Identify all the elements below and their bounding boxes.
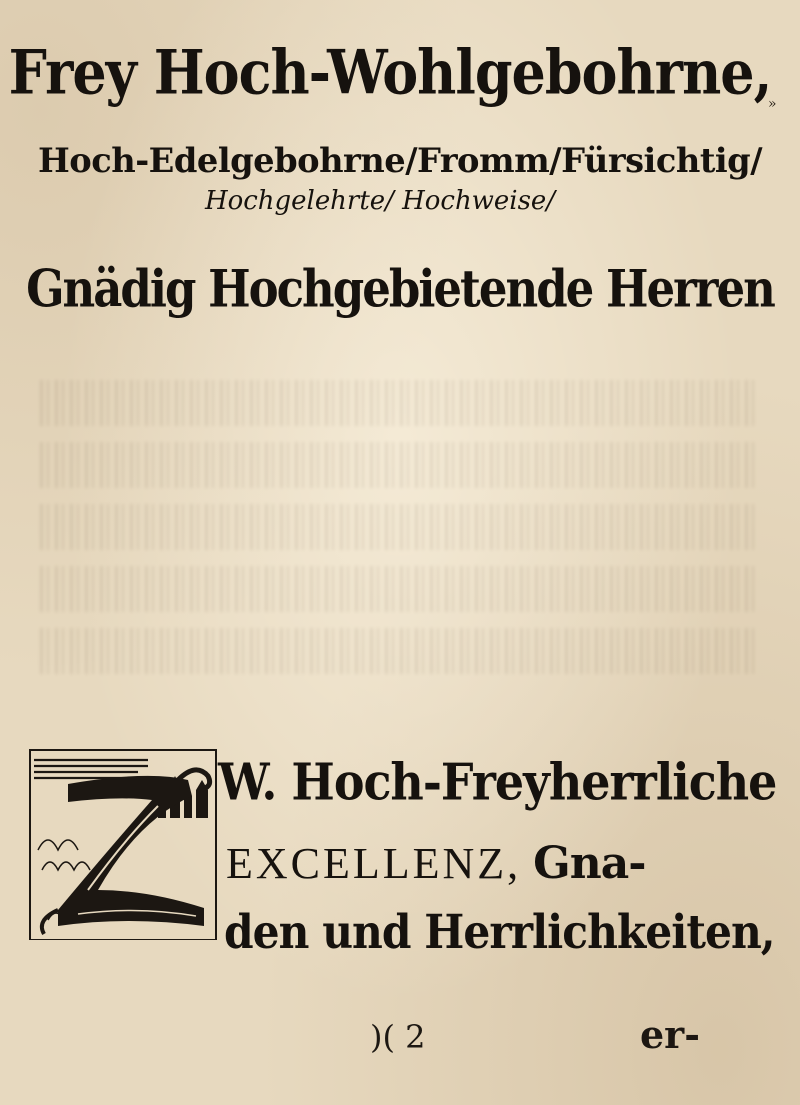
stray-mark: » (768, 96, 777, 112)
heading-line-4: Gnädig Hochgebietende Herren (26, 258, 774, 319)
body-line-2-tail: Gna- (533, 838, 646, 889)
catchword: er- (640, 1012, 700, 1057)
body-line-3: den und Herrlichkeiten, (224, 905, 775, 960)
signature-mark: )( 2 (370, 1018, 426, 1056)
heading-line-2: Hoch-Edelgebohrne/Fromm/Fürsichtig/ (37, 140, 763, 180)
excellenz-caps: EXCELLENZ, (226, 839, 522, 888)
decorated-initial-z-icon (28, 740, 218, 940)
body-line-2 (226, 838, 646, 889)
show-through-texture (40, 380, 760, 710)
heading-line-3: Hochgelehrte/ Hochweise/ (204, 186, 556, 216)
body-line-1: W. Hoch-Freyherrliche (218, 752, 777, 812)
heading-line-1: Frey Hoch-Wohlgebohrne, (8, 36, 772, 108)
